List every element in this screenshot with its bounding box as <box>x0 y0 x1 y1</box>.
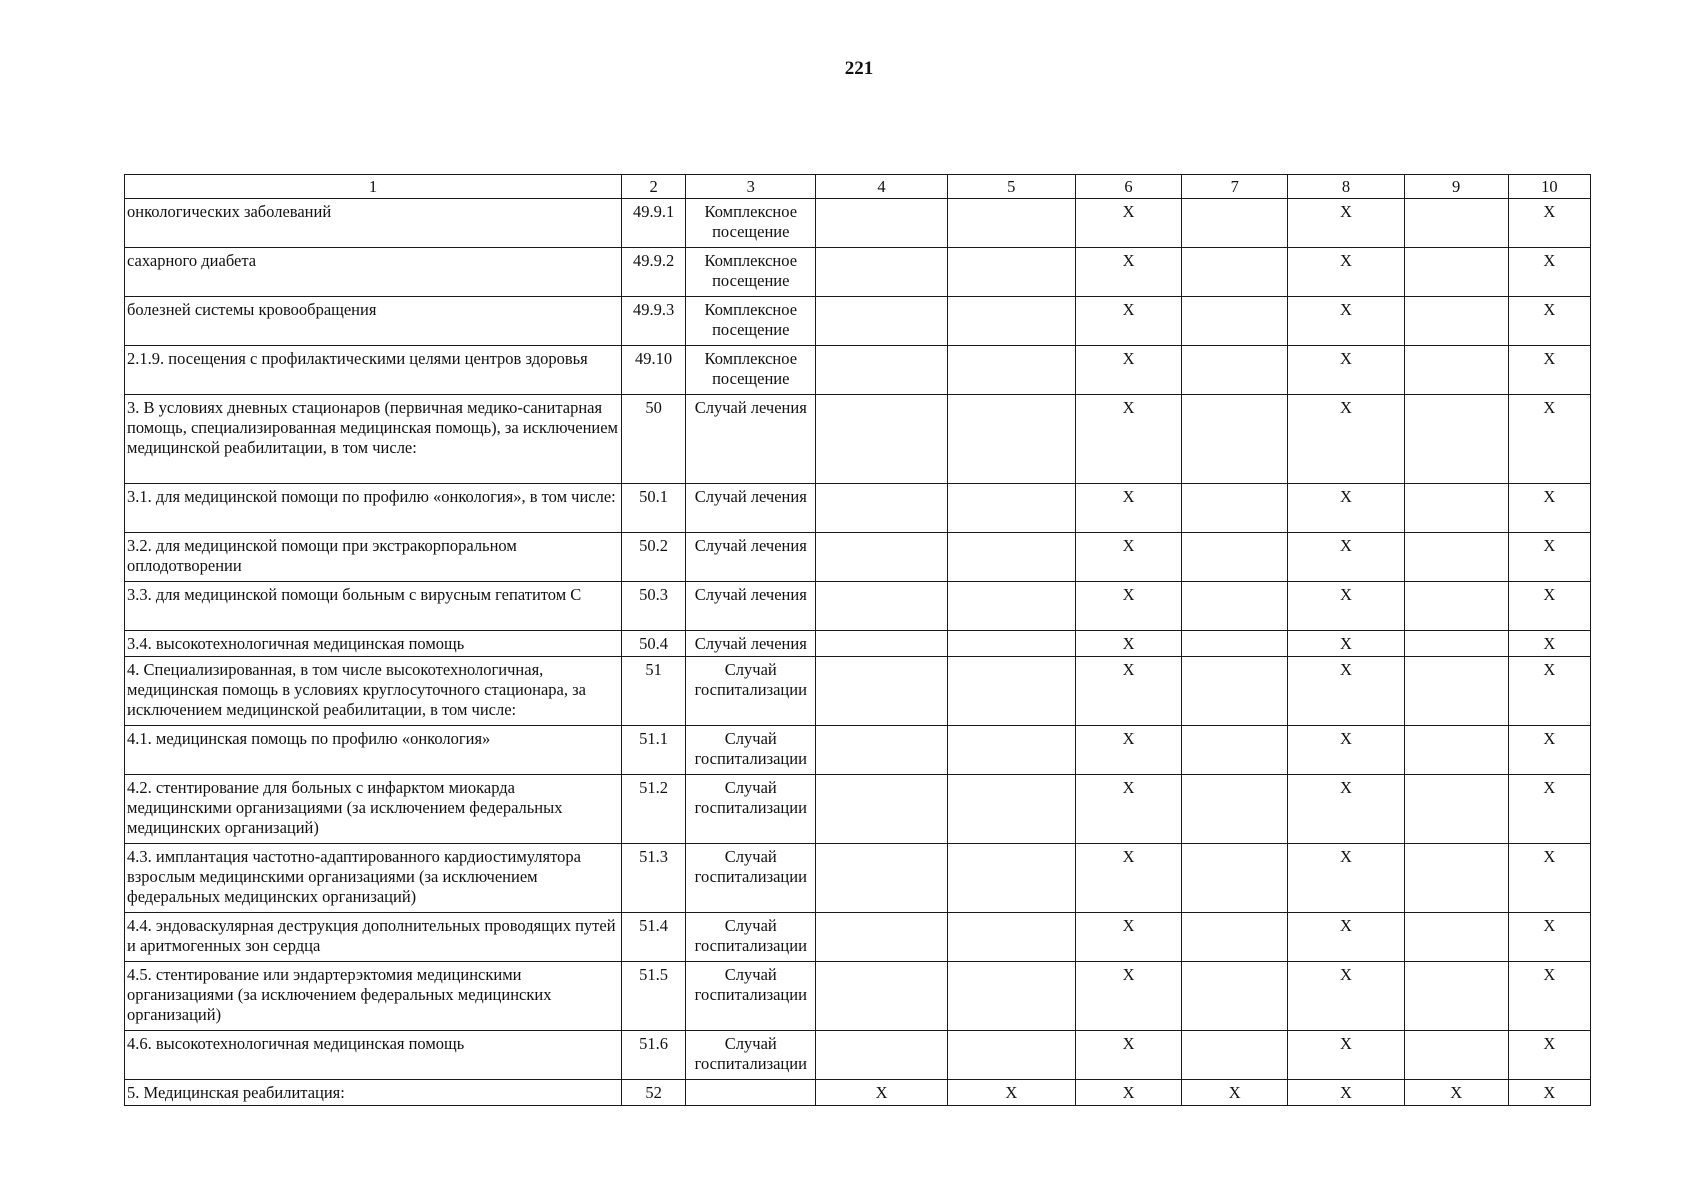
table-row <box>125 199 1591 248</box>
table-cell-unit: Комплексное посещение <box>686 346 816 395</box>
table-cell-col5 <box>947 199 1075 248</box>
table-cell-col10: X <box>1508 1031 1590 1080</box>
table-cell-col6: X <box>1075 913 1181 962</box>
table-cell-name: 3. В условиях дневных стационаров (первичная медико-санитарная помощь, специализированная медицинская помощь), за исключением медицинской реабилитации, в том числе: <box>125 395 622 484</box>
table-cell-col4 <box>816 395 947 484</box>
table-cell-col6: X <box>1075 962 1181 1031</box>
table-cell-col5 <box>947 631 1075 657</box>
table-cell-col7 <box>1182 484 1288 533</box>
table-cell-col9 <box>1404 962 1508 1031</box>
table-row <box>125 1080 1591 1106</box>
table-cell-col8: X <box>1288 395 1404 484</box>
table-cell-col10: X <box>1508 631 1590 657</box>
table-cell-code: 52 <box>622 1080 686 1106</box>
table-cell-col5 <box>947 533 1075 582</box>
table-cell-unit: Случай лечения <box>686 395 816 484</box>
table-cell-col9 <box>1404 484 1508 533</box>
column-header: 3 <box>686 175 816 199</box>
table-cell-col5: X <box>947 1080 1075 1106</box>
table-cell-col7 <box>1182 1031 1288 1080</box>
table-cell-col8: X <box>1288 726 1404 775</box>
table-cell-code: 51.5 <box>622 962 686 1031</box>
table-cell-col4 <box>816 726 947 775</box>
table-cell-col7 <box>1182 962 1288 1031</box>
table-cell-code: 49.9.3 <box>622 297 686 346</box>
table-row <box>125 248 1591 297</box>
table-cell-col6: X <box>1075 248 1181 297</box>
column-header: 2 <box>622 175 686 199</box>
table-cell-col4 <box>816 199 947 248</box>
table-cell-col10: X <box>1508 533 1590 582</box>
table-cell-col4 <box>816 533 947 582</box>
table-cell-name: 4.1. медицинская помощь по профилю «онкология» <box>125 726 622 775</box>
table-row <box>125 297 1591 346</box>
table-cell-col5 <box>947 484 1075 533</box>
table-cell-col10: X <box>1508 395 1590 484</box>
table-cell-col4 <box>816 297 947 346</box>
table-cell-col5 <box>947 657 1075 726</box>
table-cell-name: 2.1.9. посещения с профилактическими целями центров здоровья <box>125 346 622 395</box>
table-row <box>125 775 1591 844</box>
table-cell-name: 4.3. имплантация частотно-адаптированного кардиостимулятора взрослым медицинскими организациями (за исключением федеральных медицинских организаций) <box>125 844 622 913</box>
column-header: 6 <box>1075 175 1181 199</box>
column-header: 1 <box>125 175 622 199</box>
table-cell-code: 51.1 <box>622 726 686 775</box>
table-cell-col9 <box>1404 533 1508 582</box>
table-cell-col7 <box>1182 631 1288 657</box>
column-header: 9 <box>1404 175 1508 199</box>
table-cell-col5 <box>947 726 1075 775</box>
table-cell-col5 <box>947 248 1075 297</box>
table-row <box>125 582 1591 631</box>
table-cell-col6: X <box>1075 582 1181 631</box>
table-cell-unit: Случай госпитализации <box>686 775 816 844</box>
table-cell-col10: X <box>1508 248 1590 297</box>
table-cell-name: 4.2. стентирование для больных с инфарктом миокарда медицинскими организациями (за исключением федеральных медицинских организаций) <box>125 775 622 844</box>
table-cell-col4 <box>816 484 947 533</box>
table-cell-col6: X <box>1075 657 1181 726</box>
table-cell-name: 4.5. стентирование или эндартерэктомия медицинскими организациями (за исключением федеральных медицинских организаций) <box>125 962 622 1031</box>
table-cell-unit: Случай госпитализации <box>686 726 816 775</box>
table-cell-col8: X <box>1288 297 1404 346</box>
table-cell-col8: X <box>1288 631 1404 657</box>
table-cell-code: 51.3 <box>622 844 686 913</box>
column-header: 8 <box>1288 175 1404 199</box>
table-cell-col4 <box>816 582 947 631</box>
table-cell-col5 <box>947 844 1075 913</box>
table-cell-col7 <box>1182 199 1288 248</box>
table-cell-col9 <box>1404 199 1508 248</box>
table-cell-col9 <box>1404 657 1508 726</box>
table-cell-unit: Случай лечения <box>686 533 816 582</box>
table-cell-col5 <box>947 297 1075 346</box>
table-cell-col6: X <box>1075 346 1181 395</box>
table-cell-col7 <box>1182 844 1288 913</box>
table-header-row <box>125 175 1591 199</box>
table-cell-unit: Случай госпитализации <box>686 913 816 962</box>
table-cell-code: 49.9.1 <box>622 199 686 248</box>
table-cell-name: болезней системы кровообращения <box>125 297 622 346</box>
table-cell-col8: X <box>1288 484 1404 533</box>
table-cell-col8: X <box>1288 775 1404 844</box>
table-cell-col8: X <box>1288 913 1404 962</box>
table-cell-code: 51.2 <box>622 775 686 844</box>
table-row <box>125 533 1591 582</box>
table-cell-col4 <box>816 346 947 395</box>
table-cell-col8: X <box>1288 346 1404 395</box>
table-cell-col7: X <box>1182 1080 1288 1106</box>
table-cell-col9 <box>1404 395 1508 484</box>
table-cell-col4: X <box>816 1080 947 1106</box>
table-cell-col6: X <box>1075 297 1181 346</box>
table-cell-col6: X <box>1075 484 1181 533</box>
table-cell-col4 <box>816 1031 947 1080</box>
page-number: 221 <box>844 58 874 79</box>
table-cell-col7 <box>1182 726 1288 775</box>
table-cell-col8: X <box>1288 199 1404 248</box>
table-cell-col7 <box>1182 582 1288 631</box>
table-cell-col7 <box>1182 248 1288 297</box>
table-cell-name: сахарного диабета <box>125 248 622 297</box>
table-cell-col9 <box>1404 913 1508 962</box>
table-cell-col10: X <box>1508 913 1590 962</box>
table-row <box>125 346 1591 395</box>
table-cell-code: 50.3 <box>622 582 686 631</box>
table-cell-col10: X <box>1508 199 1590 248</box>
table-cell-col6: X <box>1075 395 1181 484</box>
table-cell-code: 49.9.2 <box>622 248 686 297</box>
table-cell-unit: Случай лечения <box>686 582 816 631</box>
table-cell-code: 51.4 <box>622 913 686 962</box>
table-cell-col8: X <box>1288 582 1404 631</box>
table-cell-col7 <box>1182 657 1288 726</box>
table-cell-col5 <box>947 775 1075 844</box>
table-cell-col9 <box>1404 346 1508 395</box>
table-cell-col8: X <box>1288 657 1404 726</box>
table-cell-code: 50.2 <box>622 533 686 582</box>
table-row <box>125 726 1591 775</box>
table-cell-col4 <box>816 775 947 844</box>
table-cell-col9 <box>1404 726 1508 775</box>
table-cell-col7 <box>1182 395 1288 484</box>
table-cell-name: 3.1. для медицинской помощи по профилю «онкология», в том числе: <box>125 484 622 533</box>
column-header: 7 <box>1182 175 1288 199</box>
table-cell-unit <box>686 1080 816 1106</box>
table-cell-col10: X <box>1508 582 1590 631</box>
table-row <box>125 395 1591 484</box>
table-cell-unit: Случай госпитализации <box>686 657 816 726</box>
table-row <box>125 962 1591 1031</box>
table-cell-name: 3.2. для медицинской помощи при экстракорпоральном оплодотворении <box>125 533 622 582</box>
table-row <box>125 1031 1591 1080</box>
table-cell-col10: X <box>1508 297 1590 346</box>
table-cell-name: 4.6. высокотехнологичная медицинская помощь <box>125 1031 622 1080</box>
table-cell-col6: X <box>1075 1031 1181 1080</box>
data-table <box>124 174 1591 1106</box>
table-row <box>125 844 1591 913</box>
table-cell-col6: X <box>1075 726 1181 775</box>
column-header: 4 <box>816 175 947 199</box>
table-cell-col7 <box>1182 346 1288 395</box>
table-cell-col9 <box>1404 775 1508 844</box>
table-cell-col7 <box>1182 297 1288 346</box>
table-cell-col9 <box>1404 582 1508 631</box>
table-cell-col9 <box>1404 844 1508 913</box>
table-cell-col8: X <box>1288 1031 1404 1080</box>
table-cell-col7 <box>1182 913 1288 962</box>
table-cell-name: онкологических заболеваний <box>125 199 622 248</box>
table-cell-unit: Комплексное посещение <box>686 248 816 297</box>
table-cell-col7 <box>1182 775 1288 844</box>
table-cell-col10: X <box>1508 657 1590 726</box>
table-row <box>125 913 1591 962</box>
table-cell-code: 49.10 <box>622 346 686 395</box>
table-cell-col8: X <box>1288 1080 1404 1106</box>
table-cell-col10: X <box>1508 726 1590 775</box>
table-cell-code: 50 <box>622 395 686 484</box>
table-cell-col6: X <box>1075 775 1181 844</box>
table-cell-name: 5. Медицинская реабилитация: <box>125 1080 622 1106</box>
table-row <box>125 631 1591 657</box>
table-cell-name: 4. Специализированная, в том числе высокотехнологичная, медицинская помощь в условиях круглосуточного стационара, за исключением медицинской реабилитации, в том числе: <box>125 657 622 726</box>
table-cell-col10: X <box>1508 346 1590 395</box>
table-row <box>125 484 1591 533</box>
table-cell-col10: X <box>1508 484 1590 533</box>
table-cell-unit: Случай госпитализации <box>686 1031 816 1080</box>
table-cell-col8: X <box>1288 248 1404 297</box>
table-cell-col8: X <box>1288 962 1404 1031</box>
table-cell-col9 <box>1404 631 1508 657</box>
table-cell-code: 51.6 <box>622 1031 686 1080</box>
table-row <box>125 657 1591 726</box>
table-cell-col4 <box>816 962 947 1031</box>
table-cell-col4 <box>816 913 947 962</box>
table-cell-col5 <box>947 582 1075 631</box>
table-cell-code: 50.1 <box>622 484 686 533</box>
column-header: 10 <box>1508 175 1590 199</box>
table-cell-col5 <box>947 346 1075 395</box>
table-cell-name: 4.4. эндоваскулярная деструкция дополнительных проводящих путей и аритмогенных зон сердца <box>125 913 622 962</box>
table-cell-col4 <box>816 248 947 297</box>
table-cell-unit: Случай лечения <box>686 484 816 533</box>
table-cell-col9 <box>1404 1031 1508 1080</box>
table-cell-col7 <box>1182 533 1288 582</box>
table-cell-unit: Комплексное посещение <box>686 199 816 248</box>
table-cell-code: 51 <box>622 657 686 726</box>
table-cell-col5 <box>947 962 1075 1031</box>
table-cell-col6: X <box>1075 1080 1181 1106</box>
table-cell-col10: X <box>1508 775 1590 844</box>
table-cell-col4 <box>816 657 947 726</box>
table-cell-col8: X <box>1288 533 1404 582</box>
table-cell-col10: X <box>1508 962 1590 1031</box>
table-cell-unit: Случай госпитализации <box>686 962 816 1031</box>
table-cell-col9: X <box>1404 1080 1508 1106</box>
table-cell-col5 <box>947 395 1075 484</box>
table-cell-col6: X <box>1075 533 1181 582</box>
table-cell-unit: Комплексное посещение <box>686 297 816 346</box>
table-cell-col9 <box>1404 297 1508 346</box>
table-cell-name: 3.4. высокотехнологичная медицинская помощь <box>125 631 622 657</box>
table-cell-col8: X <box>1288 844 1404 913</box>
table-cell-col5 <box>947 1031 1075 1080</box>
table-cell-col6: X <box>1075 844 1181 913</box>
table-cell-col6: X <box>1075 199 1181 248</box>
column-header: 5 <box>947 175 1075 199</box>
table-cell-code: 50.4 <box>622 631 686 657</box>
table-cell-col5 <box>947 913 1075 962</box>
table-cell-col4 <box>816 844 947 913</box>
table-cell-col6: X <box>1075 631 1181 657</box>
table-cell-col10: X <box>1508 1080 1590 1106</box>
table-cell-col10: X <box>1508 844 1590 913</box>
table-cell-unit: Случай госпитализации <box>686 844 816 913</box>
table-cell-col9 <box>1404 248 1508 297</box>
table-cell-col4 <box>816 631 947 657</box>
table-cell-unit: Случай лечения <box>686 631 816 657</box>
table-cell-name: 3.3. для медицинской помощи больным с вирусным гепатитом С <box>125 582 622 631</box>
